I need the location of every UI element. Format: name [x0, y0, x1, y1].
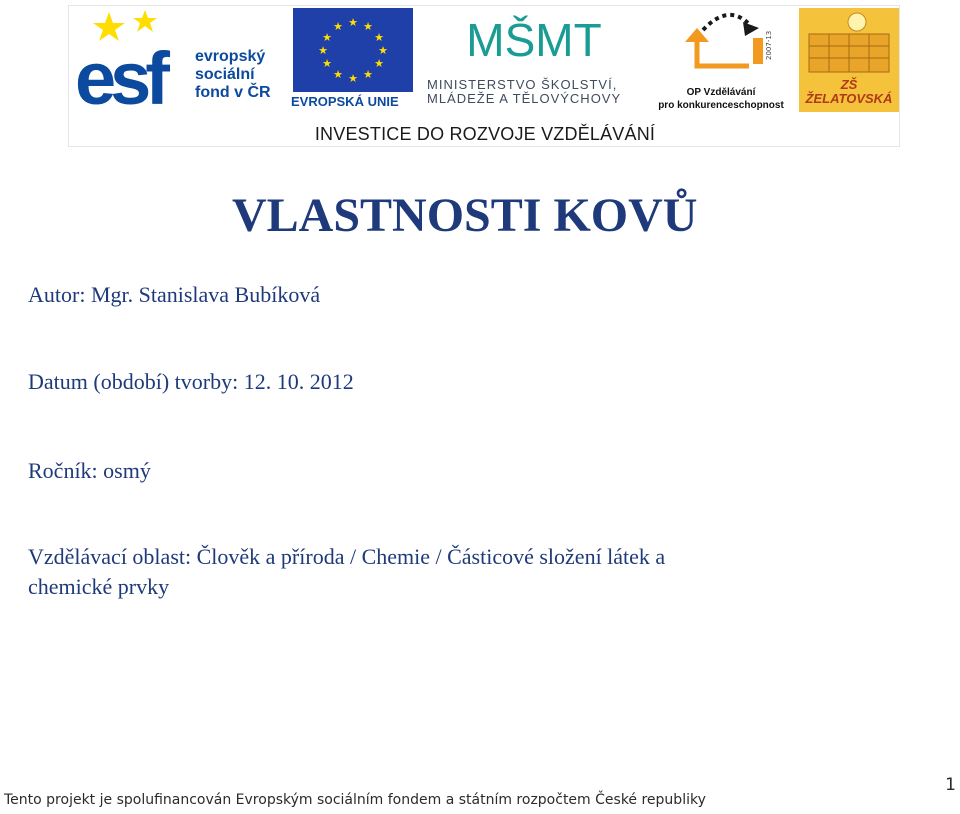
msmt-logo [427, 8, 639, 112]
op-logo-caption [649, 86, 793, 112]
eu-logo-label: EVROPSKÁ UNIE [291, 94, 399, 109]
author-value: Mgr. Stanislava Bubíková [90, 282, 321, 307]
esf-logo [71, 8, 283, 120]
eu-logo [291, 8, 415, 112]
grade-label: Ročník: [28, 458, 98, 483]
zs-caption-line: ŽELATOVSKÁ [805, 91, 893, 106]
esf-caption-line: evropský [195, 48, 266, 65]
date-line [28, 367, 354, 397]
svg-text:★: ★ [374, 57, 384, 70]
svg-text:★: ★ [322, 57, 332, 70]
grade-value: osmý [103, 458, 151, 483]
op-mark-icon [679, 8, 779, 82]
op-caption-line: pro konkurenceschopnost [658, 100, 784, 111]
svg-text:★: ★ [374, 31, 384, 44]
footer-text: Tento projekt je spolufinancován Evropským sociálním fondem a státním rozpočtem České republiky [4, 792, 706, 808]
grade-line [28, 456, 151, 486]
date-value: (období) tvorby: 12. 10. 2012 [93, 369, 354, 394]
svg-text:★: ★ [363, 68, 373, 81]
area-value: Člověk a příroda / Chemie / Částicové složení látek a chemické prvky [28, 544, 666, 599]
header-banner [68, 5, 900, 147]
eu-flag-icon [293, 8, 413, 92]
page-title: VLASTNOSTI KOVŮ [232, 189, 698, 242]
svg-text:★: ★ [348, 16, 358, 29]
msmt-mark-text: MŠMT [466, 14, 602, 66]
svg-text:★: ★ [378, 44, 388, 57]
msmt-logo-caption [427, 78, 639, 106]
author-label: Autor: [28, 282, 86, 307]
date-label: Datum [28, 369, 88, 394]
esf-caption-line: sociální [195, 66, 255, 83]
msmt-caption-line: MINISTERSTVO ŠKOLSTVÍ, [427, 77, 618, 92]
msmt-caption-line: MLÁDEŽE A TĚLOVÝCHOVY [427, 91, 622, 106]
zs-logo [799, 8, 899, 112]
esf-caption-line: fond v ČR [195, 84, 271, 101]
svg-text:★: ★ [333, 68, 343, 81]
school-building-icon [799, 8, 899, 78]
svg-text:★: ★ [363, 20, 373, 33]
svg-text:★: ★ [348, 72, 358, 85]
area-line [28, 542, 668, 602]
banner-subtitle: INVESTICE DO ROZVOJE VZDĚLÁVÁNÍ [314, 124, 656, 144]
msmt-mark-icon [466, 8, 602, 74]
svg-text:★: ★ [318, 44, 328, 57]
esf-logo-text: esf [75, 37, 164, 120]
svg-text:★: ★ [322, 31, 332, 44]
esf-logo-caption [195, 48, 285, 102]
area-label: Vzdělávací oblast: [28, 544, 192, 569]
author-line [28, 280, 320, 310]
zs-caption-line: ZŠ [840, 77, 858, 92]
op-year-text: 2007-13 [765, 30, 773, 60]
svg-text:★: ★ [333, 20, 343, 33]
zs-logo-caption [799, 78, 899, 106]
page-number: 1 [945, 775, 956, 795]
op-caption-line: OP Vzdělávání [686, 87, 756, 98]
op-logo [649, 8, 793, 112]
